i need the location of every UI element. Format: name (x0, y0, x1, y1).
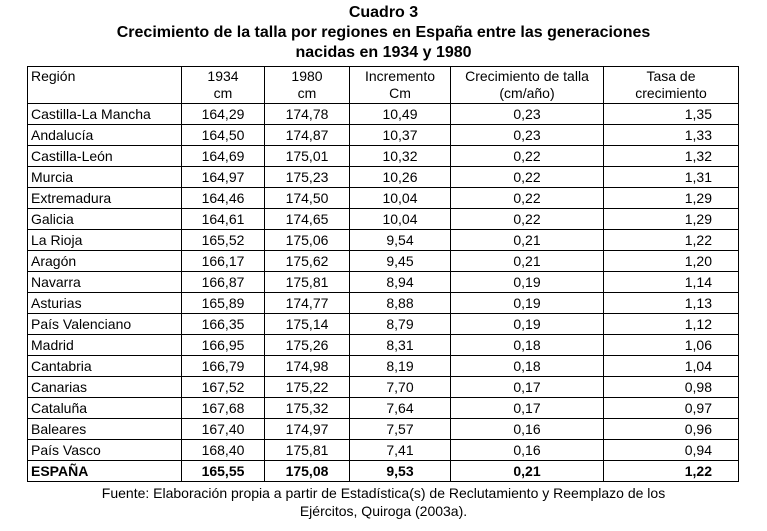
cell-increment: 7,57 (350, 419, 451, 440)
total-row (28, 461, 739, 482)
height-growth-table (27, 66, 739, 482)
cell-growth: 0,21 (451, 230, 604, 251)
cell-region: Murcia (28, 167, 182, 188)
cell-1934: 167,68 (182, 398, 265, 419)
cell-rate: 0,97 (604, 398, 739, 419)
cell-increment: 10,32 (350, 146, 451, 167)
cell-growth: 0,22 (451, 167, 604, 188)
total-increment: 9,53 (350, 461, 451, 482)
cell-1980: 174,65 (265, 209, 350, 230)
cell-1934: 166,17 (182, 251, 265, 272)
cell-1934: 164,46 (182, 188, 265, 209)
cell-rate: 1,35 (604, 104, 739, 125)
cell-rate: 0,96 (604, 419, 739, 440)
cell-rate: 1,06 (604, 335, 739, 356)
cell-1980: 175,14 (265, 314, 350, 335)
cell-growth: 0,23 (451, 104, 604, 125)
table-row (28, 209, 739, 230)
cell-1934: 168,40 (182, 440, 265, 461)
cell-increment: 10,04 (350, 209, 451, 230)
cell-1980: 175,22 (265, 377, 350, 398)
table-row (28, 146, 739, 167)
cell-region: Castilla-La Mancha (28, 104, 182, 125)
cell-1980: 175,32 (265, 398, 350, 419)
cell-rate: 1,13 (604, 293, 739, 314)
cell-growth: 0,23 (451, 125, 604, 146)
cell-1980: 174,50 (265, 188, 350, 209)
cell-growth: 0,19 (451, 293, 604, 314)
cell-1980: 174,97 (265, 419, 350, 440)
cell-1934: 166,87 (182, 272, 265, 293)
header-1934: 1934 cm (182, 67, 265, 104)
table-row (28, 335, 739, 356)
cell-region: Extremadura (28, 188, 182, 209)
header-region: Región (28, 67, 182, 104)
cell-rate: 1,12 (604, 314, 739, 335)
cell-increment: 8,79 (350, 314, 451, 335)
cell-1980: 175,62 (265, 251, 350, 272)
cell-rate: 1,29 (604, 188, 739, 209)
cell-increment: 7,41 (350, 440, 451, 461)
table-row (28, 314, 739, 335)
cell-region: País Vasco (28, 440, 182, 461)
cell-rate: 1,22 (604, 230, 739, 251)
cell-region: Canarias (28, 377, 182, 398)
cell-1934: 165,52 (182, 230, 265, 251)
cell-1934: 166,35 (182, 314, 265, 335)
cell-increment: 7,64 (350, 398, 451, 419)
cell-region: País Valenciano (28, 314, 182, 335)
cell-region: Andalucía (28, 125, 182, 146)
cell-1934: 167,40 (182, 419, 265, 440)
cell-growth: 0,22 (451, 188, 604, 209)
cell-rate: 1,20 (604, 251, 739, 272)
cell-rate: 1,31 (604, 167, 739, 188)
cell-rate: 1,33 (604, 125, 739, 146)
total-1934: 165,55 (182, 461, 265, 482)
total-growth: 0,21 (451, 461, 604, 482)
cell-region: Galicia (28, 209, 182, 230)
cell-1934: 164,61 (182, 209, 265, 230)
cell-1934: 166,95 (182, 335, 265, 356)
cell-increment: 8,31 (350, 335, 451, 356)
cell-increment: 10,37 (350, 125, 451, 146)
table-row (28, 188, 739, 209)
cell-increment: 10,04 (350, 188, 451, 209)
table-body (28, 104, 739, 461)
header-1980: 1980 cm (265, 67, 350, 104)
total-rate: 1,22 (604, 461, 739, 482)
cell-growth: 0,21 (451, 251, 604, 272)
cell-rate: 1,14 (604, 272, 739, 293)
cell-growth: 0,17 (451, 377, 604, 398)
cell-increment: 8,94 (350, 272, 451, 293)
cell-increment: 10,49 (350, 104, 451, 125)
cell-rate: 1,04 (604, 356, 739, 377)
cell-increment: 8,19 (350, 356, 451, 377)
cell-increment: 9,54 (350, 230, 451, 251)
cell-rate: 1,32 (604, 146, 739, 167)
cell-region: Baleares (28, 419, 182, 440)
cell-growth: 0,19 (451, 314, 604, 335)
cell-1980: 175,01 (265, 146, 350, 167)
cell-1934: 164,97 (182, 167, 265, 188)
cell-1980: 175,23 (265, 167, 350, 188)
cell-region: Aragón (28, 251, 182, 272)
cell-region: Castilla-León (28, 146, 182, 167)
cell-1980: 174,77 (265, 293, 350, 314)
source-note: Fuente: Elaboración propia a partir de Estadística(s) de Reclutamiento y Reemplazo de los Ejércitos, Quiroga (2003a). (101, 485, 666, 519)
cell-1980: 175,06 (265, 230, 350, 251)
cell-region: Cantabria (28, 356, 182, 377)
cell-increment: 10,26 (350, 167, 451, 188)
cell-growth: 0,19 (451, 272, 604, 293)
cell-1980: 175,26 (265, 335, 350, 356)
table-number: Cuadro 3 (348, 4, 419, 21)
total-region: ESPAÑA (28, 461, 182, 482)
table-row (28, 293, 739, 314)
cell-region: Asturias (28, 293, 182, 314)
cell-region: Madrid (28, 335, 182, 356)
cell-region: Navarra (28, 272, 182, 293)
cell-growth: 0,16 (451, 440, 604, 461)
cell-1934: 164,50 (182, 125, 265, 146)
table-row (28, 251, 739, 272)
cell-increment: 8,88 (350, 293, 451, 314)
cell-1934: 164,29 (182, 104, 265, 125)
cell-1980: 175,81 (265, 440, 350, 461)
cell-1934: 167,52 (182, 377, 265, 398)
table-row (28, 167, 739, 188)
cell-growth: 0,22 (451, 146, 604, 167)
cell-region: Cataluña (28, 398, 182, 419)
table-row (28, 377, 739, 398)
cell-1980: 175,81 (265, 272, 350, 293)
total-1980: 175,08 (265, 461, 350, 482)
cell-1934: 166,79 (182, 356, 265, 377)
table-row (28, 356, 739, 377)
cell-1934: 164,69 (182, 146, 265, 167)
cell-1934: 165,89 (182, 293, 265, 314)
cell-rate: 1,29 (604, 209, 739, 230)
cell-growth: 0,18 (451, 335, 604, 356)
header-growth: Crecimiento de talla (cm/año) (451, 67, 604, 104)
header-row (28, 67, 739, 104)
cell-growth: 0,18 (451, 356, 604, 377)
table-row (28, 125, 739, 146)
table-title-continued: nacidas en 1934 y 1980 (295, 44, 472, 61)
cell-growth: 0,22 (451, 209, 604, 230)
cell-rate: 0,98 (604, 377, 739, 398)
cell-increment: 9,45 (350, 251, 451, 272)
header-rate: Tasa de crecimiento (604, 67, 739, 104)
cell-growth: 0,17 (451, 398, 604, 419)
cell-growth: 0,16 (451, 419, 604, 440)
table-row (28, 398, 739, 419)
header-increment: Incremento Cm (350, 67, 451, 104)
cell-increment: 7,70 (350, 377, 451, 398)
table-row (28, 272, 739, 293)
cell-1980: 174,98 (265, 356, 350, 377)
table-title: Crecimiento de la talla por regiones en España entre las generaciones (116, 24, 651, 41)
cell-region: La Rioja (28, 230, 182, 251)
cell-rate: 0,94 (604, 440, 739, 461)
table-row (28, 230, 739, 251)
table-row (28, 440, 739, 461)
table-row (28, 104, 739, 125)
table-row (28, 419, 739, 440)
cell-1980: 174,78 (265, 104, 350, 125)
cell-1980: 174,87 (265, 125, 350, 146)
